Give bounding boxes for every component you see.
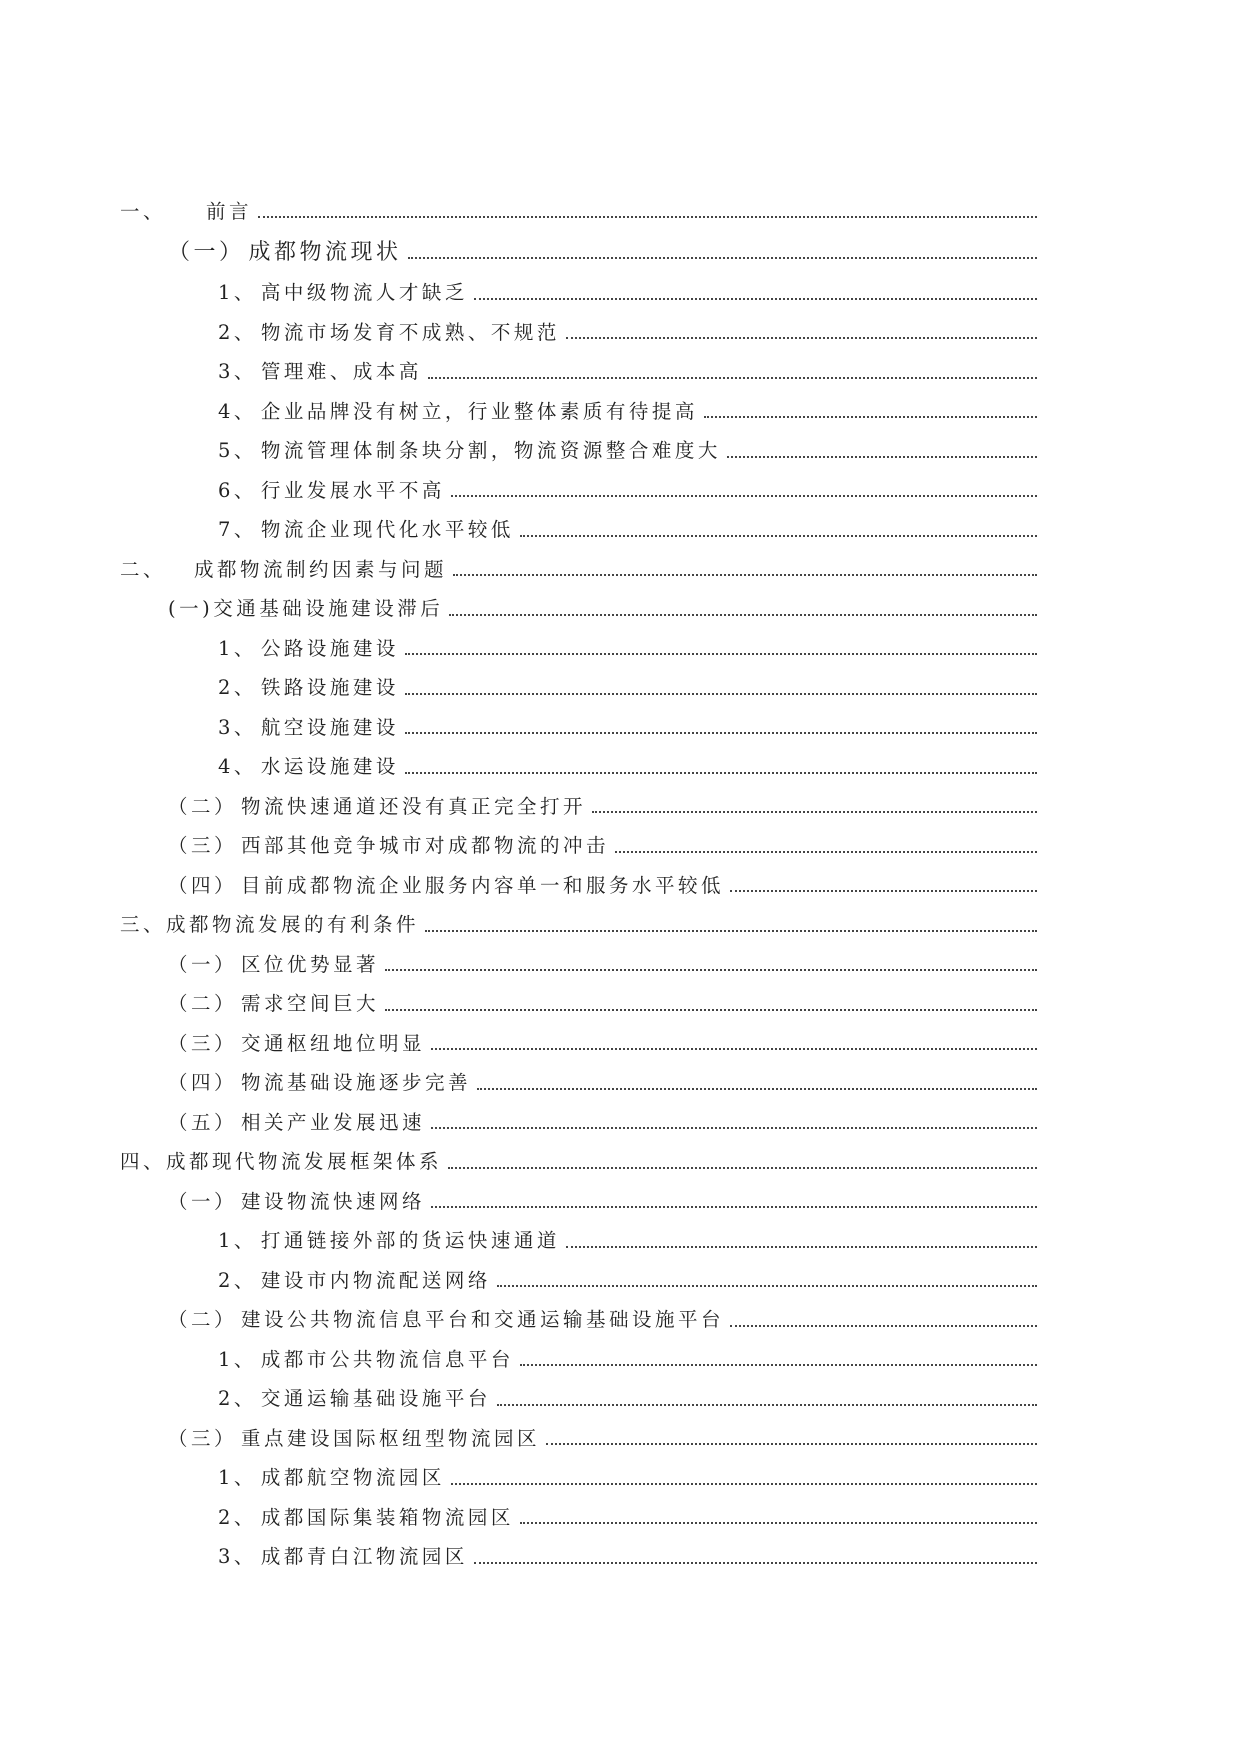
toc-entry[interactable]: [0, 785, 1037, 825]
toc-entry-label: [168, 1186, 427, 1214]
toc-entry-title: 成都青白江物流园区: [260, 1545, 468, 1569]
toc-entry-number: 3、: [218, 1545, 257, 1569]
toc-entry-number: 6、: [218, 478, 257, 502]
toc-entry-title: 打通链接外部的货运快速通道: [260, 1229, 560, 1253]
toc-entry-title: 目前成都物流企业服务内容单一和服务水平较低: [241, 873, 725, 897]
toc-entry[interactable]: [0, 230, 1037, 272]
toc-entry-label: [168, 1067, 473, 1095]
toc-entry-title: 交通基础设施建设滞后: [213, 597, 444, 621]
toc-entry-label: [218, 317, 562, 345]
dot-leader: [385, 1008, 1037, 1011]
toc-entry-number: 3、: [218, 360, 257, 384]
toc-entry[interactable]: [0, 667, 1037, 707]
toc-entry-label: [218, 672, 401, 700]
toc-entry[interactable]: [0, 1062, 1037, 1102]
toc-entry[interactable]: [0, 351, 1037, 391]
toc-entry-title: 建设市内物流配送网络: [260, 1268, 491, 1292]
toc-entry-title: 成都现代物流发展框架体系: [166, 1150, 443, 1174]
toc-entry[interactable]: [0, 430, 1037, 470]
table-of-contents: [0, 190, 1241, 1575]
dot-leader: [385, 968, 1037, 971]
dot-leader: [451, 494, 1037, 497]
dot-leader: [615, 850, 1037, 853]
dot-leader: [474, 297, 1037, 300]
toc-entry-label: [120, 909, 421, 937]
toc-entry-title: 物流企业现代化水平较低: [260, 518, 514, 542]
toc-entry-number: 2、: [218, 320, 257, 344]
toc-entry-number: 2、: [218, 1268, 257, 1292]
toc-entry-title: 相关产业发展迅速: [241, 1110, 426, 1134]
toc-entry[interactable]: [0, 1180, 1037, 1220]
toc-entry-label: [168, 1107, 427, 1135]
toc-entry-label: [218, 1383, 493, 1411]
dot-leader: [592, 810, 1037, 813]
dot-leader: [451, 1482, 1037, 1485]
toc-entry-title: 交通枢纽地位明显: [241, 1031, 426, 1055]
toc-entry-label: [218, 435, 723, 463]
toc-entry-title: 成都航空物流园区: [260, 1466, 445, 1490]
toc-entry-number: （四）: [168, 1071, 238, 1095]
toc-entry-title: 成都物流现状: [248, 240, 402, 265]
toc-entry-label: [218, 514, 516, 542]
dot-leader: [497, 1403, 1037, 1406]
toc-entry-title: 物流管理体制条块分割，物流资源整合难度大: [260, 439, 721, 463]
toc-entry-number: （五）: [168, 1110, 238, 1134]
dot-leader: [405, 692, 1037, 695]
toc-entry-label: [218, 396, 700, 424]
dot-leader: [730, 889, 1037, 892]
dot-leader: [566, 336, 1037, 339]
toc-entry-label: [168, 235, 404, 266]
toc-entry-label: [168, 830, 611, 858]
toc-entry-title: 前言: [206, 199, 253, 223]
toc-entry-title: 物流基础设施逐步完善: [241, 1071, 472, 1095]
dot-leader: [520, 534, 1037, 537]
toc-entry[interactable]: [0, 1220, 1037, 1260]
toc-entry-number: 4、: [218, 755, 257, 779]
toc-entry-label: [218, 1462, 447, 1490]
dot-leader: [520, 1521, 1037, 1524]
dot-leader: [431, 1047, 1037, 1050]
toc-entry[interactable]: [0, 1299, 1037, 1339]
toc-entry-number: 四、: [120, 1150, 167, 1174]
toc-entry[interactable]: [0, 706, 1037, 746]
toc-entry-number: （一）: [168, 1189, 238, 1213]
dot-leader: [704, 415, 1037, 418]
toc-entry-title: 区位优势显著: [241, 952, 380, 976]
toc-entry-number: （四）: [168, 873, 238, 897]
toc-entry[interactable]: [0, 1496, 1037, 1536]
toc-entry-label: [218, 633, 401, 661]
toc-entry-label: [168, 870, 726, 898]
toc-entry[interactable]: [0, 509, 1037, 549]
toc-entry-title: 行业发展水平不高: [260, 478, 445, 502]
dot-leader: [408, 256, 1037, 259]
dot-leader: [497, 1284, 1037, 1287]
toc-entry-number: 1、: [218, 636, 257, 660]
toc-entry-label: [168, 1423, 542, 1451]
toc-entry-label: [168, 791, 588, 819]
toc-entry-number: 二、: [120, 557, 167, 581]
toc-entry-title: 成都物流制约因素与问题: [194, 557, 448, 581]
toc-entry-label: [218, 751, 401, 779]
toc-entry[interactable]: [0, 864, 1037, 904]
dot-leader: [425, 929, 1037, 932]
toc-entry[interactable]: [0, 469, 1037, 509]
toc-entry-number: （三）: [168, 1426, 238, 1450]
toc-entry-title: 西部其他竞争城市对成都物流的冲击: [241, 834, 610, 858]
toc-entry-number: 7、: [218, 518, 257, 542]
toc-entry[interactable]: [0, 904, 1037, 944]
toc-entry-number: 三、: [120, 913, 167, 937]
dot-leader: [258, 215, 1037, 218]
toc-entry-number: （三）: [168, 1031, 238, 1055]
toc-entry-title: 重点建设国际枢纽型物流园区: [241, 1426, 541, 1450]
toc-entry[interactable]: [0, 272, 1037, 312]
toc-entry-title: 成都物流发展的有利条件: [166, 913, 420, 937]
toc-entry-title: 公路设施建设: [260, 636, 399, 660]
dot-leader: [546, 1442, 1037, 1445]
toc-entry-number: 3、: [218, 715, 257, 739]
dot-leader: [428, 376, 1037, 379]
toc-entry-number: (一): [168, 597, 214, 621]
dot-leader: [405, 652, 1037, 655]
toc-entry[interactable]: [0, 548, 1037, 588]
toc-entry-title: 航空设施建设: [260, 715, 399, 739]
toc-entry-title: 交通运输基础设施平台: [260, 1387, 491, 1411]
toc-entry[interactable]: [0, 1536, 1037, 1576]
toc-entry[interactable]: [0, 825, 1037, 865]
toc-entry-label: [218, 1541, 470, 1569]
toc-entry[interactable]: [0, 311, 1037, 351]
toc-entry-label: [218, 277, 470, 305]
toc-entry[interactable]: [0, 1022, 1037, 1062]
toc-entry-title: 需求空间巨大: [241, 992, 380, 1016]
toc-entry-title: 成都市公共物流信息平台: [260, 1347, 514, 1371]
toc-entry-number: 5、: [218, 439, 257, 463]
toc-entry-number: （三）: [168, 834, 238, 858]
toc-entry-label: [168, 593, 445, 621]
toc-entry-label: [120, 1146, 444, 1174]
toc-entry-label: [218, 475, 447, 503]
dot-leader: [448, 1166, 1037, 1169]
dot-leader: [405, 731, 1037, 734]
dot-leader: [730, 1324, 1037, 1327]
toc-entry-number: （二）: [168, 992, 238, 1016]
dot-leader: [727, 455, 1037, 458]
toc-entry[interactable]: [0, 1417, 1037, 1457]
toc-entry-label: [218, 712, 401, 740]
toc-entry[interactable]: [0, 983, 1037, 1023]
toc-entry-number: 1、: [218, 1466, 257, 1490]
toc-entry[interactable]: [0, 390, 1037, 430]
dot-leader: [474, 1561, 1037, 1564]
toc-entry-title: 管理难、成本高: [260, 360, 422, 384]
toc-entry[interactable]: [0, 746, 1037, 786]
toc-entry-number: 2、: [218, 1505, 257, 1529]
toc-entry-number: 1、: [218, 281, 257, 305]
dot-leader: [449, 613, 1037, 616]
toc-entry-title: 高中级物流人才缺乏: [260, 281, 468, 305]
toc-entry-number: 4、: [218, 399, 257, 423]
toc-entry-number: 2、: [218, 1387, 257, 1411]
toc-entry-label: [218, 1225, 562, 1253]
dot-leader: [405, 771, 1037, 774]
toc-entry-label: [218, 1344, 516, 1372]
dot-leader: [431, 1126, 1037, 1129]
dot-leader: [520, 1363, 1037, 1366]
toc-entry[interactable]: [0, 588, 1037, 628]
toc-entry-title: 建设物流快速网络: [241, 1189, 426, 1213]
dot-leader: [566, 1245, 1037, 1248]
toc-entry-number: （二）: [168, 794, 238, 818]
toc-entry[interactable]: [0, 1259, 1037, 1299]
toc-entry-title: 建设公共物流信息平台和交通运输基础设施平台: [241, 1308, 725, 1332]
toc-entry[interactable]: [0, 943, 1037, 983]
toc-entry-title: 企业品牌没有树立，行业整体素质有待提高: [260, 399, 698, 423]
toc-entry-label: [120, 196, 254, 224]
toc-entry-label: [218, 1502, 516, 1530]
toc-entry-number: （一）: [168, 952, 238, 976]
toc-entry-label: [168, 949, 381, 977]
toc-entry-title: 成都国际集装箱物流园区: [260, 1505, 514, 1529]
toc-entry[interactable]: [0, 1378, 1037, 1418]
toc-entry[interactable]: [0, 1338, 1037, 1378]
toc-entry-number: 一、: [120, 199, 167, 223]
dot-leader: [431, 1205, 1037, 1208]
toc-entry-label: [120, 554, 449, 582]
toc-entry-title: 物流快速通道还没有真正完全打开: [241, 794, 587, 818]
toc-entry[interactable]: [0, 627, 1037, 667]
toc-entry-number: （二）: [168, 1308, 238, 1332]
toc-entry-label: [168, 1304, 726, 1332]
toc-entry[interactable]: [0, 1101, 1037, 1141]
toc-entry[interactable]: [0, 1457, 1037, 1497]
toc-entry[interactable]: [0, 190, 1037, 230]
toc-entry-number: （一）: [168, 240, 245, 265]
toc-entry-title: 水运设施建设: [260, 755, 399, 779]
toc-entry-label: [168, 1028, 427, 1056]
dot-leader: [477, 1087, 1037, 1090]
toc-entry-number: 1、: [218, 1347, 257, 1371]
toc-entry-label: [218, 1265, 493, 1293]
toc-entry-title: 铁路设施建设: [260, 676, 399, 700]
toc-entry-number: 1、: [218, 1229, 257, 1253]
toc-entry-number: 2、: [218, 676, 257, 700]
dot-leader: [453, 573, 1037, 576]
toc-entry[interactable]: [0, 1141, 1037, 1181]
toc-entry-title: 物流市场发育不成熟、不规范: [260, 320, 560, 344]
toc-entry-label: [168, 988, 381, 1016]
toc-entry-label: [218, 356, 424, 384]
